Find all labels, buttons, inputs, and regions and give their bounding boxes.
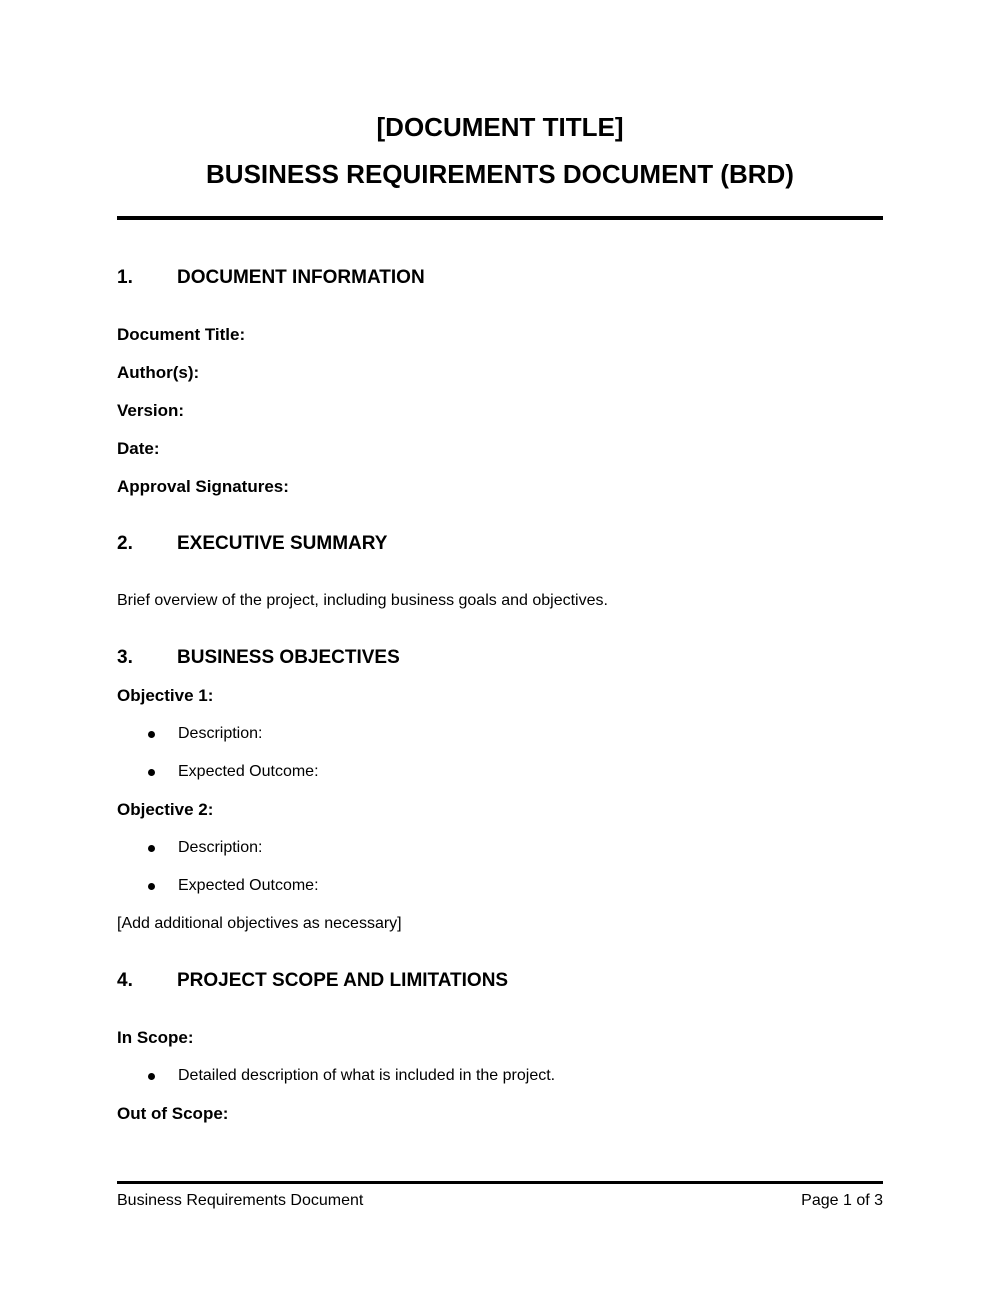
section-3-title: BUSINESS OBJECTIVES	[177, 647, 400, 668]
section-4-heading	[117, 971, 883, 991]
footer-row	[117, 1184, 883, 1211]
objective-1-bullet-outcome	[117, 762, 883, 782]
objective-2-bullet-outcome	[117, 876, 883, 896]
field-authors: Author(s):	[117, 363, 200, 382]
bullet-text: Expected Outcome:	[178, 763, 319, 780]
field-approval-signatures: Approval Signatures:	[117, 477, 289, 496]
footer-document-name: Business Requirements Document	[117, 1192, 364, 1209]
section-1-title: DOCUMENT INFORMATION	[177, 267, 425, 288]
section-2-title: EXECUTIVE SUMMARY	[177, 533, 388, 554]
additional-objectives-note: [Add additional objectives as necessary]	[117, 915, 402, 932]
header-divider	[117, 216, 883, 220]
bullet-icon	[148, 845, 155, 852]
bullet-text: Description:	[178, 725, 263, 742]
document-header	[0, 0, 1000, 220]
field-version: Version:	[117, 401, 185, 420]
bullet-text: Detailed description of what is included in the project.	[178, 1067, 556, 1084]
bullet-icon	[148, 883, 155, 890]
field-date: Date:	[117, 439, 160, 458]
objective-1-label: Objective 1:	[117, 686, 214, 705]
bullet-icon	[148, 769, 155, 776]
section-3-number: 3.	[117, 647, 133, 668]
document-body	[0, 268, 1000, 1124]
objective-2-bullet-description	[117, 838, 883, 858]
field-document-title: Document Title:	[117, 325, 246, 344]
section-1-number: 1.	[117, 267, 133, 288]
section-4-number: 4.	[117, 970, 133, 991]
section-2-heading	[117, 534, 883, 554]
bullet-icon	[148, 731, 155, 738]
out-of-scope-label: Out of Scope:	[117, 1104, 229, 1123]
section-1-heading	[117, 268, 883, 288]
in-scope-label: In Scope:	[117, 1028, 194, 1047]
in-scope-bullet	[117, 1066, 883, 1086]
objective-2-label: Objective 2:	[117, 800, 214, 819]
bullet-icon	[148, 1073, 155, 1080]
section-4-title: PROJECT SCOPE AND LIMITATIONS	[177, 970, 509, 991]
section-2-number: 2.	[117, 533, 133, 554]
objective-1-bullet-description	[117, 724, 883, 744]
document-title-placeholder: [DOCUMENT TITLE]	[376, 112, 624, 142]
page-footer	[117, 1181, 883, 1211]
footer-page-number: Page 1 of 3	[801, 1192, 883, 1209]
document-subtitle: BUSINESS REQUIREMENTS DOCUMENT (BRD)	[206, 159, 794, 189]
section-3-heading	[117, 648, 883, 668]
executive-summary-text: Brief overview of the project, including business goals and objectives.	[117, 592, 608, 609]
bullet-text: Expected Outcome:	[178, 877, 319, 894]
bullet-text: Description:	[178, 839, 263, 856]
